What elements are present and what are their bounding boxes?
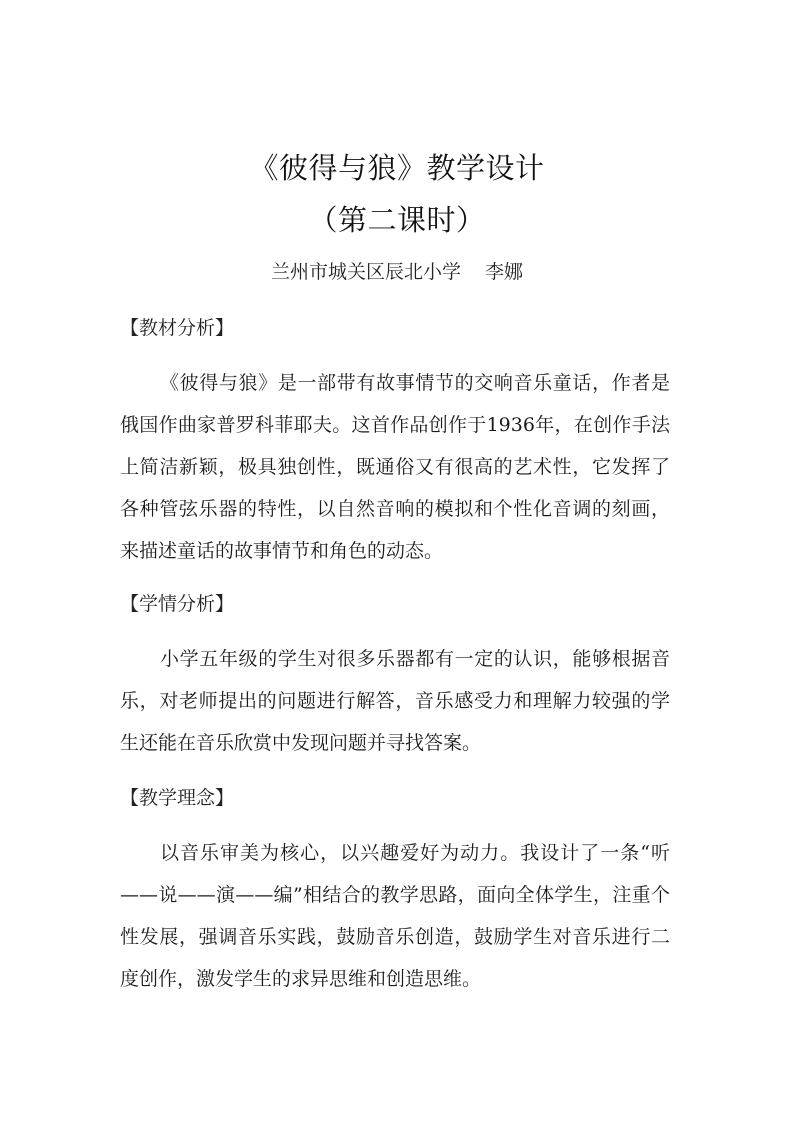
document-subtitle: （第二课时） [308,203,486,237]
section-body-student-analysis: 小学五年级的学生对很多乐器都有一定的认识，能够根据音乐，对老师提出的问题进行解答，音乐感受力和理解力较强的学生还能在音乐欣赏中发现问题并寻找答案。 [120,648,670,754]
section-heading-teaching-philosophy: 【教学理念】 [120,787,235,809]
author-school: 兰州市城关区辰北小学 [270,261,461,283]
section-heading-student-analysis: 【学情分析】 [120,593,235,615]
section-body-textbook-analysis: 《彼得与狼》是一部带有故事情节的交响音乐童话，作者是俄国作曲家普罗科菲耶夫。这首作品创作于1936年，在创作手法上简洁新颖，极具独创性，既通俗又有很高的艺术性，它发挥了各种管弦乐器的特性，以自然音响的模拟和个性化音调的刻画，来描述童话的故事情节和角色的动态。 [120,372,670,562]
section-body-teaching-philosophy: 以音乐审美为核心，以兴趣爱好为动力。我设计了一条“听——说——演——编”相结合的教学思路，面向全体学生，注重个性发展，强调音乐实践，鼓励音乐创造，鼓励学生对音乐进行二度创作，激发学生的求异思维和创造思维。 [120,842,670,990]
section-heading-textbook-analysis: 【教材分析】 [120,317,235,339]
document-title: 《彼得与狼》教学设计 [249,151,545,185]
author-line [0,258,794,286]
author-name: 李娜 [485,261,524,283]
